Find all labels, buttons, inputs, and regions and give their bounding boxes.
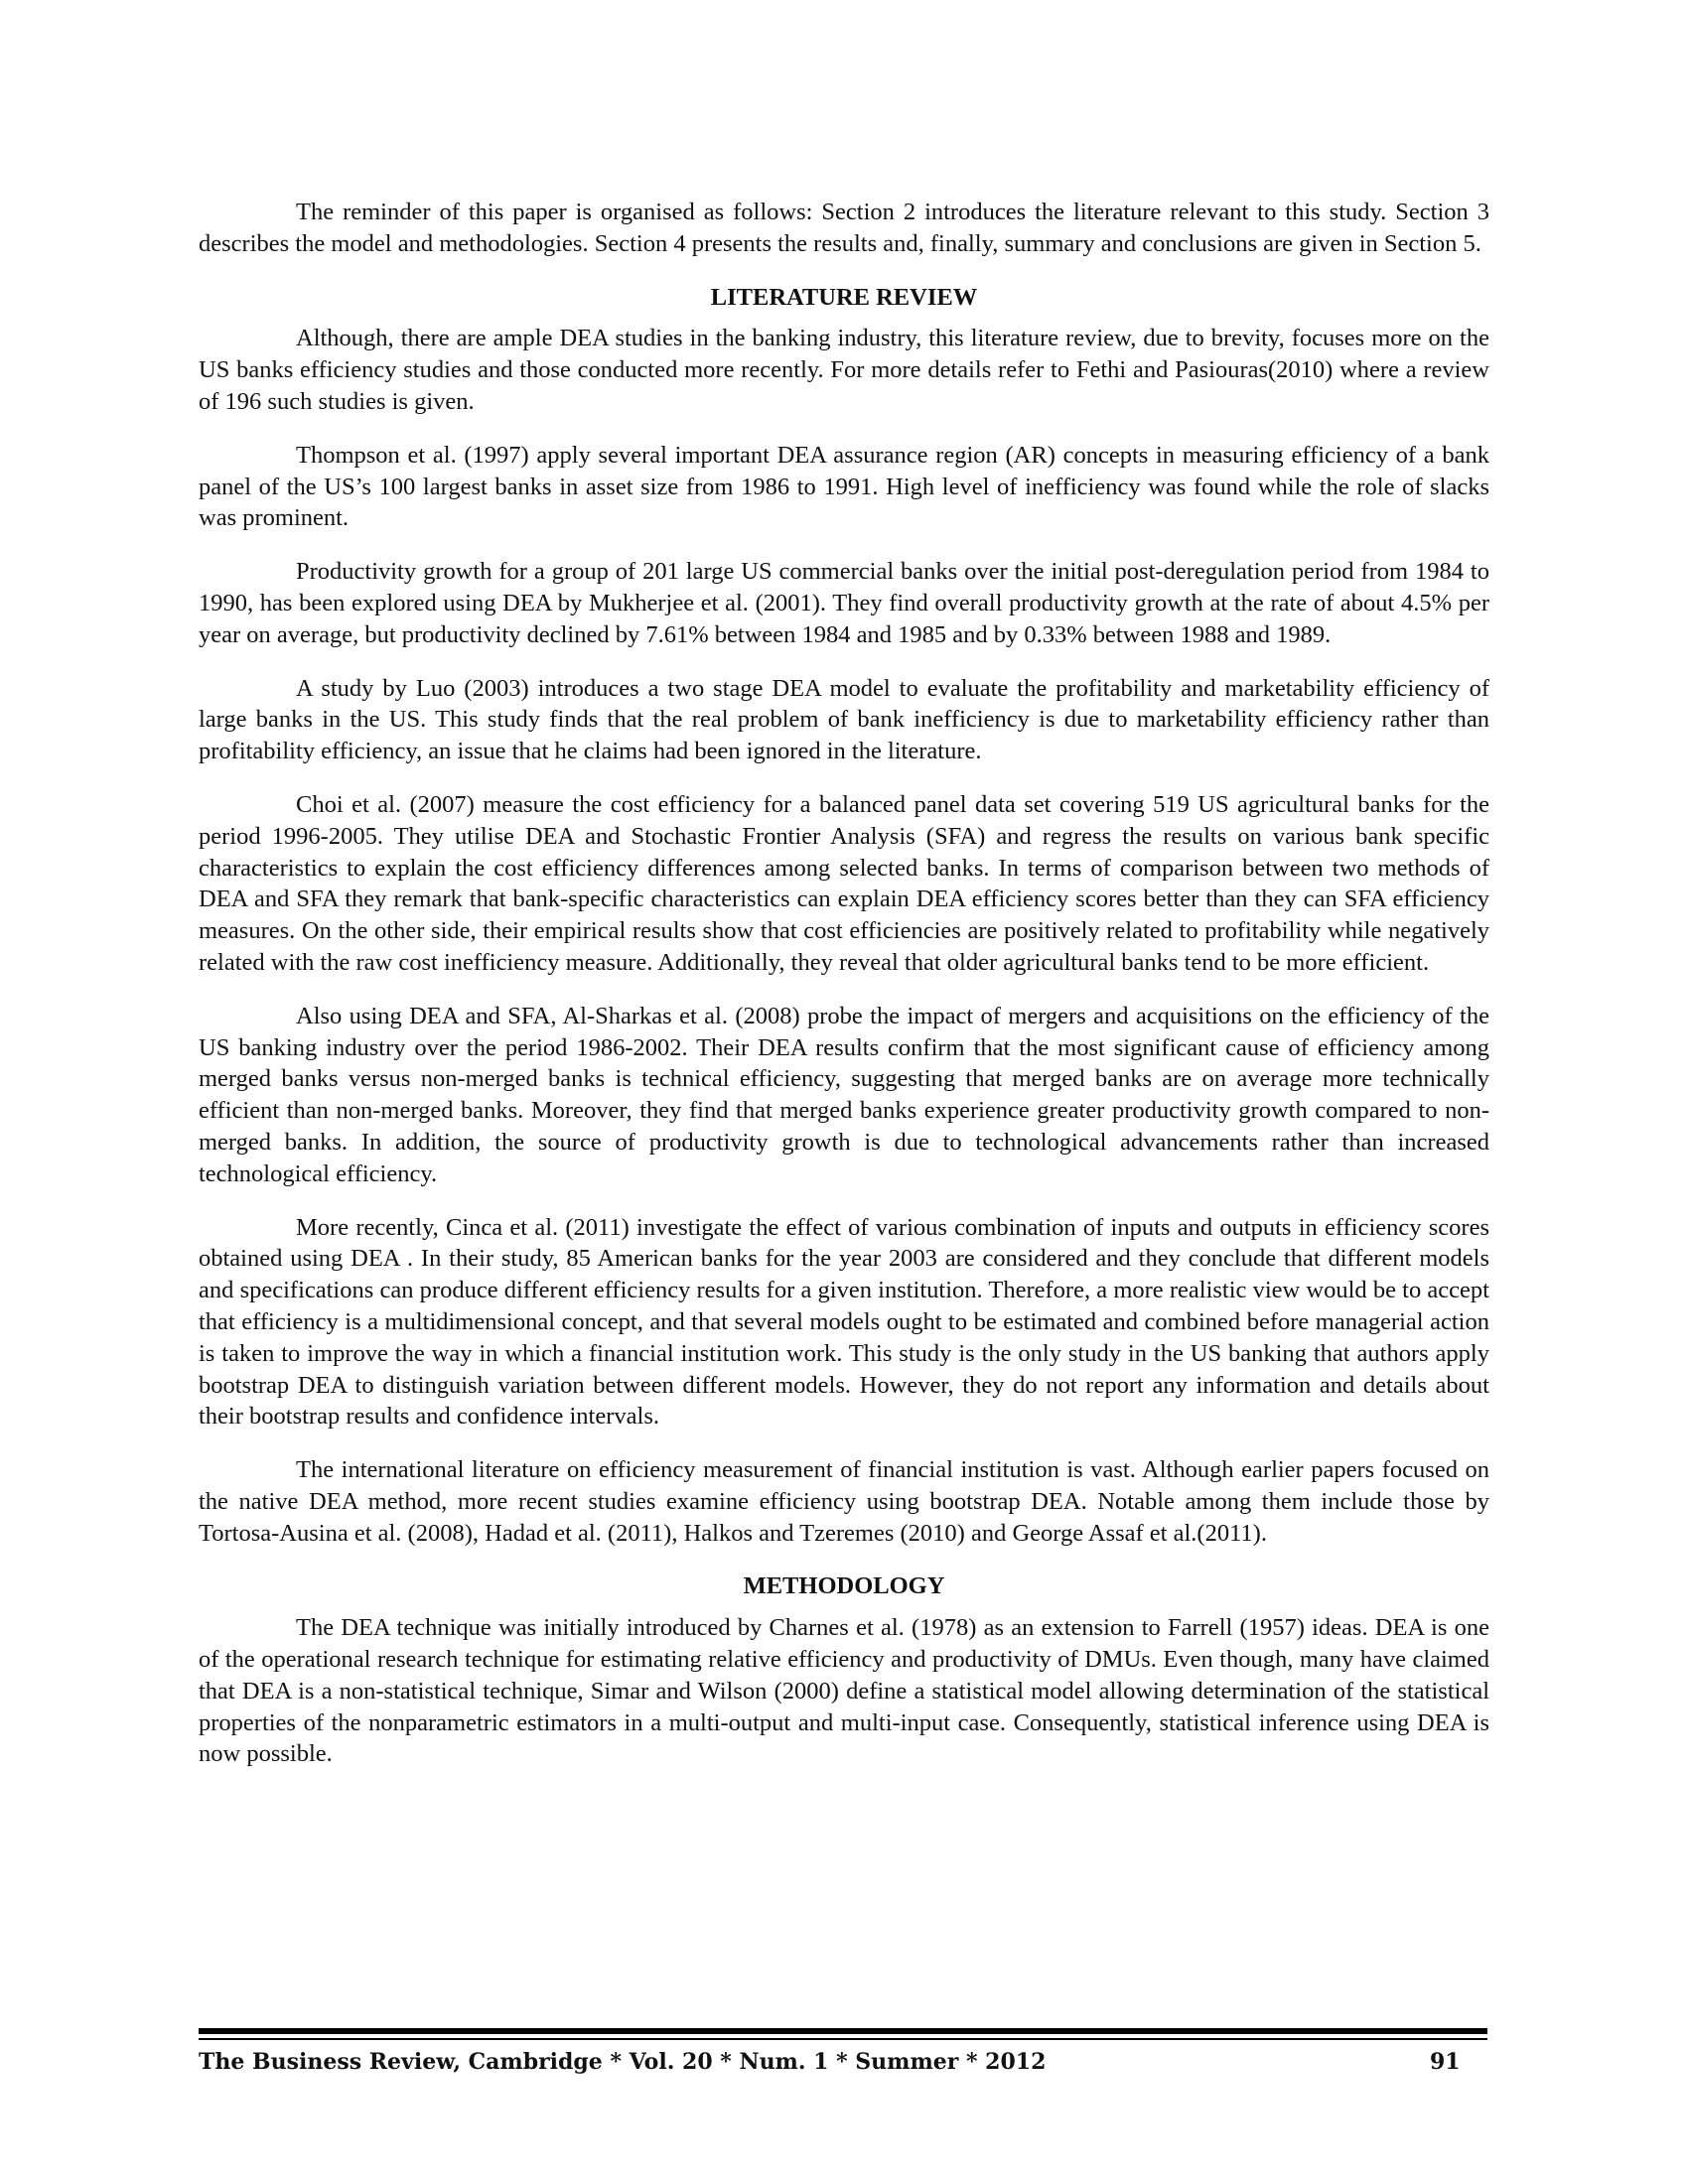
- section-heading-literature-review: LITERATURE REVIEW: [710, 283, 978, 311]
- paragraph-literature-6: Also using DEA and SFA, Al-Sharkas et al. (2008) probe the impact of mergers and acquisitions on the efficiency of the US banking industry over the period 1986-2002. Their DEA results confirm that the most significant cause of efficiency among merged banks versus non-merged banks is technical efficiency, suggesting that merged banks are on average more technically efficient than non-merged banks. Moreover, they find that merged banks experience greater productivity growth compared to non-merged banks. In addition, the source of productivity growth is due to technological advancements rather than increased technological efficiency.: [199, 1002, 1489, 1187]
- paragraph-literature-8: The international literature on efficiency measurement of financial institution is vast. Although earlier papers focused on the native DEA method, more recent studies examine efficiency using bootstrap DEA. Notable among them include those by Tortosa-Ausina et al. (2008), Hadad et al. (2011), Halkos and Tzeremes (2010) and George Assaf et al.(2011).: [199, 1456, 1489, 1547]
- footer-page-number: 91: [1430, 2049, 1461, 2075]
- paragraph-literature-1: Although, there are ample DEA studies in the banking industry, this literature review, due to brevity, focuses more on the US banks efficiency studies and those conducted more recently. For more details refer to Fethi and Pasiouras(2010) where a review of 196 such studies is given.: [199, 325, 1489, 415]
- paragraph-literature-5: Choi et al. (2007) measure the cost efficiency for a balanced panel data set covering 519 US agricultural banks for the period 1996-2005. They utilise DEA and Stochastic Frontier Analysis (SFA) and regress the results on various bank specific characteristics to explain the cost efficiency differences among selected banks. In terms of comparison between two methods of DEA and SFA they remark that bank-specific characteristics can explain DEA efficiency scores better than they can SFA efficiency measures. On the other side, their empirical results show that cost efficiencies are positively related to profitability while negatively related with the raw cost inefficiency measure. Additionally, they reveal that older agricultural banks tend to be more efficient.: [199, 790, 1489, 976]
- footer-rule-thick: [199, 2028, 1487, 2034]
- paragraph-literature-2: Thompson et al. (1997) apply several important DEA assurance region (AR) concepts in measuring efficiency of a bank panel of the US’s 100 largest banks in asset size from 1986 to 1991. High level of inefficiency was found while the role of slacks was prominent.: [199, 441, 1489, 532]
- paragraph-literature-7: More recently, Cinca et al. (2011) investigate the effect of various combination of inputs and outputs in efficiency scores obtained using DEA . In their study, 85 American banks for the year 2003 are considered and they conclude that different models and specifications can produce different efficiency results for a given institution. Therefore, a more realistic view would be to accept that efficiency is a multidimensional concept, and that several models ought to be estimated and combined before managerial action is taken to improve the way in which a financial institution work. This study is the only study in the US banking that authors apply bootstrap DEA to distinguish variation between different models. However, they do not report any information and details about their bootstrap results and confidence intervals.: [199, 1213, 1489, 1431]
- paragraph-literature-4: A study by Luo (2003) introduces a two stage DEA model to evaluate the profitability and marketability efficiency of large banks in the US. This study finds that the real problem of bank inefficiency is due to marketability efficiency rather than profitability efficiency, an issue that he claims had been ignored in the literature.: [199, 674, 1489, 765]
- paragraph-intro: The reminder of this paper is organised as follows: Section 2 introduces the literature relevant to this study. Section 3 describes the model and methodologies. Section 4 presents the results and, finally, summary and conclusions are given in Section 5.: [199, 199, 1489, 257]
- footer-rule-thin: [199, 2038, 1487, 2040]
- page-body: [199, 197, 1489, 1792]
- section-heading-methodology: METHODOLOGY: [743, 1572, 945, 1600]
- paragraph-methodology-1: The DEA technique was initially introduced by Charnes et al. (1978) as an extension to Farrell (1957) ideas. DEA is one of the operational research technique for estimating relative efficiency and productivity of DMUs. Even though, many have claimed that DEA is a non-statistical technique, Simar and Wilson (2000) define a statistical model allowing determination of the statistical properties of the nonparametric estimators in a multi-output and multi-input case. Consequently, statistical inference using DEA is now possible.: [199, 1614, 1489, 1768]
- footer-journal-citation: The Business Review, Cambridge * Vol. 20 * Num. 1 * Summer * 2012: [199, 2049, 1047, 2075]
- paragraph-literature-3: Productivity growth for a group of 201 large US commercial banks over the initial post-deregulation period from 1984 to 1990, has been explored using DEA by Mukherjee et al. (2001). They find overall productivity growth at the rate of about 4.5% per year on average, but productivity declined by 7.61% between 1984 and 1985 and by 0.33% between 1988 and 1989.: [199, 558, 1489, 648]
